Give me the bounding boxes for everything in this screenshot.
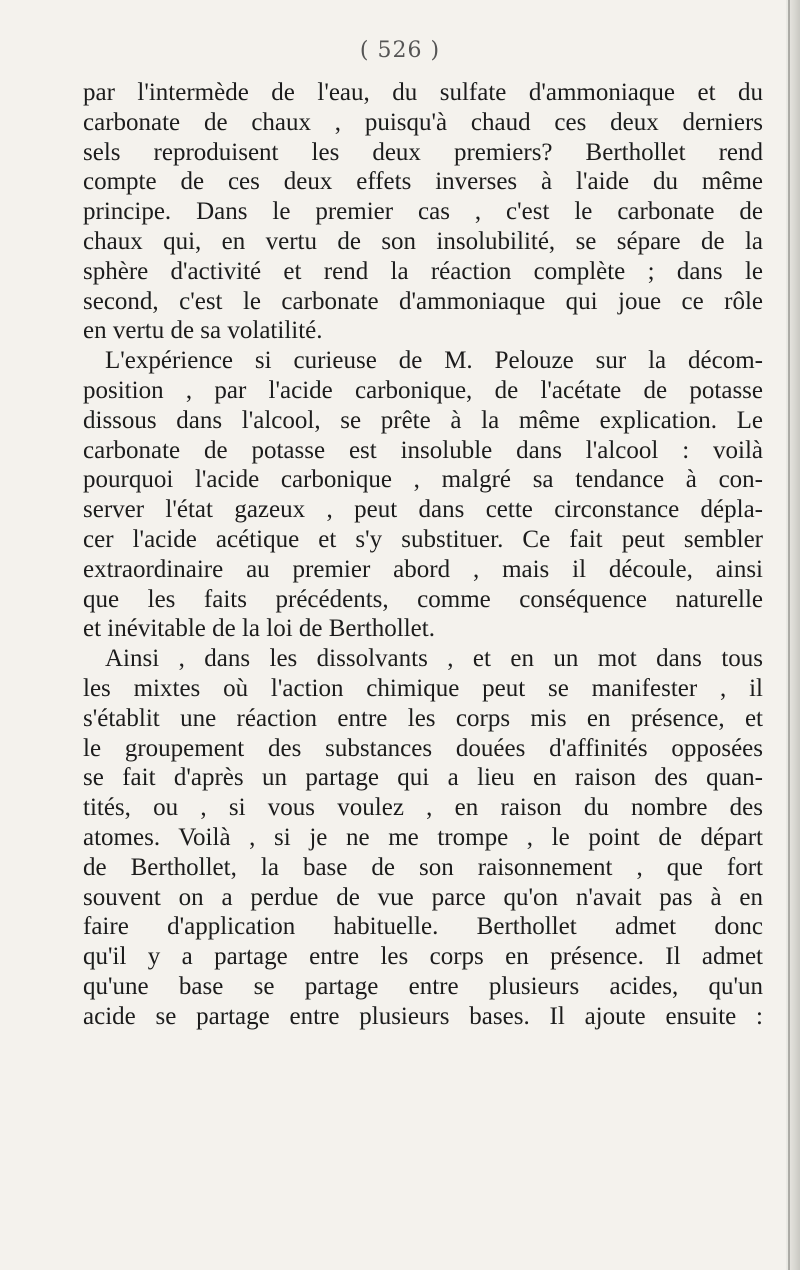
text-line: Ainsi , dans les dissolvants , et en un mot dans tous <box>105 645 763 673</box>
text-line: principe. Dans le premier cas , c'est le carbonate de <box>83 198 763 226</box>
text-line: acide se partage entre plusieurs bases. Il ajoute ensuite : <box>83 1002 763 1030</box>
text-line: en vertu de sa volatilité. <box>83 317 323 345</box>
text-line: sels reproduisent les deux premiers? Berthollet rend <box>83 138 763 166</box>
text-line: se fait d'après un partage qui a lieu en raison des quan- <box>83 764 763 792</box>
text-line: par l'intermède de l'eau, du sulfate d'ammoniaque et du <box>83 79 763 106</box>
text-line: compte de ces deux effets inverses à l'aide du même <box>83 168 763 196</box>
text-line: cer l'acide acétique et s'y substituer. Ce fait peut sembler <box>83 525 763 553</box>
page-number: ( 526 ) <box>359 38 441 63</box>
text-line: sphère d'activité et rend la réaction complète ; dans le <box>83 257 763 285</box>
text-line: s'établit une réaction entre les corps mis en présence, et <box>83 704 763 732</box>
text-line: carbonate de chaux , puisqu'à chaud ces deux derniers <box>83 108 763 136</box>
text-line: qu'il y a partage entre les corps en présence. Il admet <box>83 943 763 971</box>
text-line: server l'état gazeux , peut dans cette circonstance dépla- <box>83 496 763 524</box>
text-line: de Berthollet, la base de son raisonnement , que fort <box>83 853 763 881</box>
text-line: qu'une base se partage entre plusieurs acides, qu'un <box>83 972 763 1000</box>
text-line: position , par l'acide carbonique, de l'acétate de potasse <box>83 376 763 404</box>
text-line: faire d'application habituelle. Berthollet admet donc <box>83 913 763 941</box>
text-line: le groupement des substances douées d'affinités opposées <box>83 734 763 762</box>
text-line: les mixtes où l'action chimique peut se manifester , il <box>83 674 763 702</box>
text-line: que les faits précédents, comme conséquence naturelle <box>83 585 763 613</box>
text-line: carbonate de potasse est insoluble dans l'alcool : voilà <box>83 436 763 464</box>
text-line: second, c'est le carbonate d'ammoniaque qui joue ce rôle <box>83 287 763 315</box>
text-line: souvent on a perdue de vue parce qu'on n'avait pas à en <box>83 883 763 911</box>
page-edge-line <box>788 0 790 1270</box>
text-line: pourquoi l'acide carbonique , malgré sa tendance à con- <box>83 466 763 494</box>
text-line: atomes. Voilà , si je ne me trompe , le point de départ <box>83 823 763 851</box>
text-line: dissous dans l'alcool, se prête à la même explication. Le <box>83 406 763 434</box>
text-line: extraordinaire au premier abord , mais il découle, ainsi <box>83 555 763 583</box>
body-text <box>83 78 763 1032</box>
text-line: L'expérience si curieuse de M. Pelouze sur la décom- <box>105 347 763 375</box>
text-line: et inévitable de la loi de Berthollet. <box>83 615 435 643</box>
text-line: chaux qui, en vertu de son insolubilité, se sépare de la <box>83 227 763 255</box>
text-line: tités, ou , si vous voulez , en raison du nombre des <box>83 794 763 822</box>
